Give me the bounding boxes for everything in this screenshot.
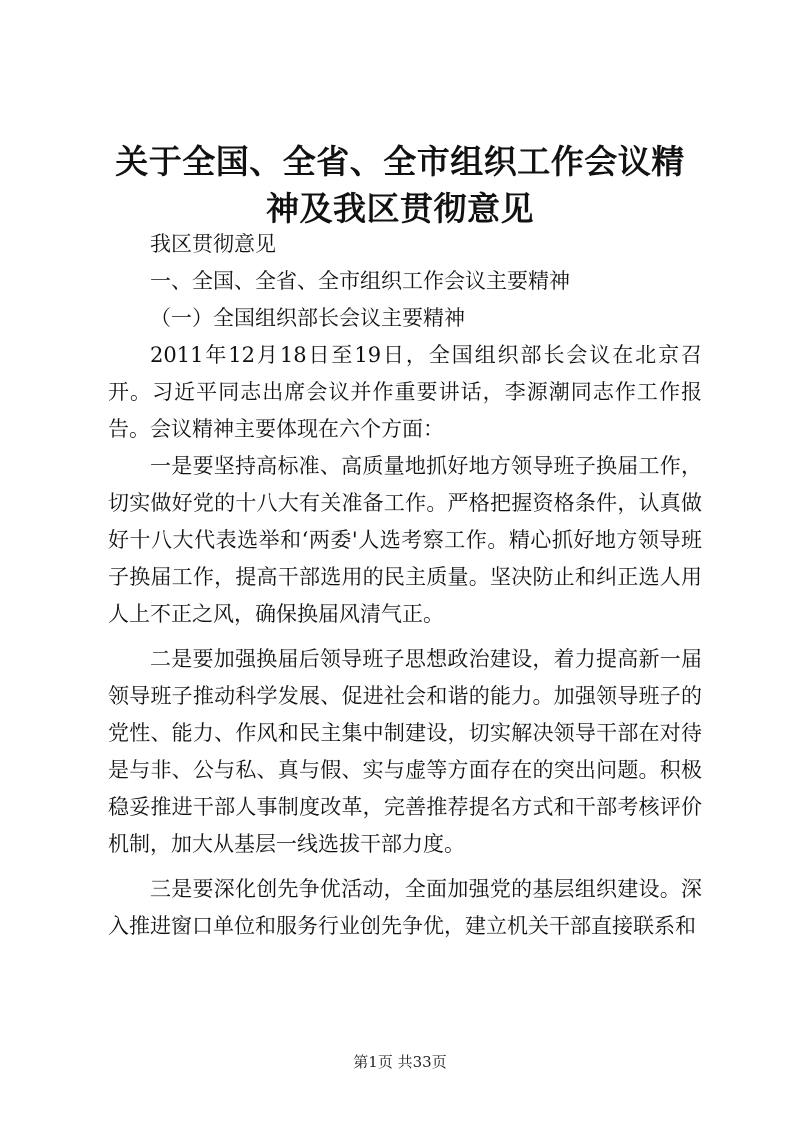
paragraph-meeting-intro: 2011年12月18日至19日，全国组织部长会议在北京召开。习近平同志出席会议并作重要讲话，李源潮同志作工作报告。会议精神主要体现在六个方面：	[108, 343, 702, 441]
page-number-footer: 第1页 共33页	[353, 1053, 447, 1071]
paragraph-subsection-heading: （一）全国组织部长会议主要精神	[150, 306, 465, 330]
paragraph-section-heading: 我区贯彻意见	[150, 232, 276, 256]
paragraph-point-three: 三是要深化创先争优活动，全面加强党的基层组织建设。深入推进窗口单位和服务行业创先争优，建立机关干部直接联系和	[108, 877, 702, 938]
document-title: 关于全国、全省、全市组织工作会议精神及我区贯彻意见	[115, 142, 685, 228]
paragraph-point-two: 二是要加强换届后领导班子思想政治建设，着力提高新一届领导班子推动科学发展、促进社会和谐的能力。加强领导班子的党性、能力、作风和民主集中制建设，切实解决领导干部在对待是与非、公与私、真与假、实与虚等方面存在的突出问题。积极稳妥推进干部人事制度改革，完善推荐提名方式和干部考核评价机制，加大从基层一线选拔干部力度。	[108, 647, 702, 856]
paragraph-part-one-heading: 一、全国、全省、全市组织工作会议主要精神	[150, 269, 570, 293]
document-body	[108, 226, 702, 945]
paragraph-point-one: 一是要坚持高标准、高质量地抓好地方领导班子换届工作，切实做好党的十八大有关准备工作。严格把握资格条件，认真做好十八大代表选举和‘两委'人选考察工作。精心抓好地方领导班子换届工作，提高干部选用的民主质量。坚决防止和纠正选人用人上不正之风，确保换届风清气正。	[108, 454, 702, 626]
